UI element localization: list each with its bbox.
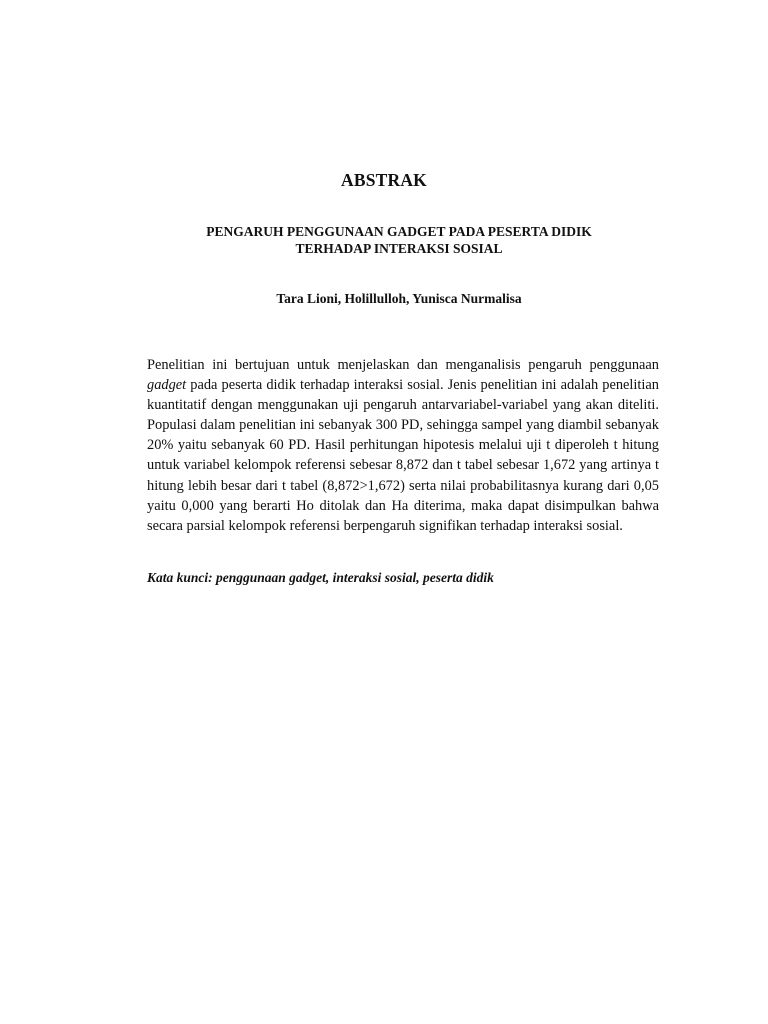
abstract-heading: ABSTRAK — [340, 170, 427, 190]
keywords-line: Kata kunci: penggunaan gadget, interaksi sosial, peserta didik — [147, 570, 494, 585]
paper-title-line-1: PENGARUH PENGGUNAAN GADGET PADA PESERTA DIDIK — [206, 224, 592, 239]
paper-title-line-2: TERHADAP INTERAKSI SOSIAL — [295, 241, 503, 256]
abstract-body-part-1: Penelitian ini bertujuan untuk menjelaskan dan menganalisis pengaruh penggunaan — [147, 357, 659, 373]
abstract-body — [147, 355, 659, 536]
author-list: Tara Lioni, Holillulloh, Yunisca Nurmalisa — [276, 291, 522, 306]
abstract-body-italic-term: gadget — [147, 377, 187, 394]
abstract-body-part-2: pada peserta didik terhadap interaksi sosial. Jenis penelitian ini adalah penelitian kuantitatif dengan menggunakan uji pengaruh antarvariabel-variabel yang akan diteliti. Populasi dalam penelitian ini sebanyak 300 PD, sehingga sampel yang diambil sebanyak 20% yaitu sebanyak 60 PD. Hasil perhitungan hipotesis melalui uji t diperoleh t hitung untuk variabel kelompok referensi sebesar 8,872 dan t tabel sebesar 1,672 yang artinya t hitung lebih besar dari t tabel (8,872>1,672) serta nilai probabilitasnya kurang dari 0,05 yaitu 0,000 yang berarti Ho ditolak dan Ha diterima, maka dapat disimpulkan bahwa secara parsial kelompok referensi berpengaruh signifikan terhadap interaksi sosial. — [147, 377, 659, 534]
paper-title — [0, 223, 768, 257]
